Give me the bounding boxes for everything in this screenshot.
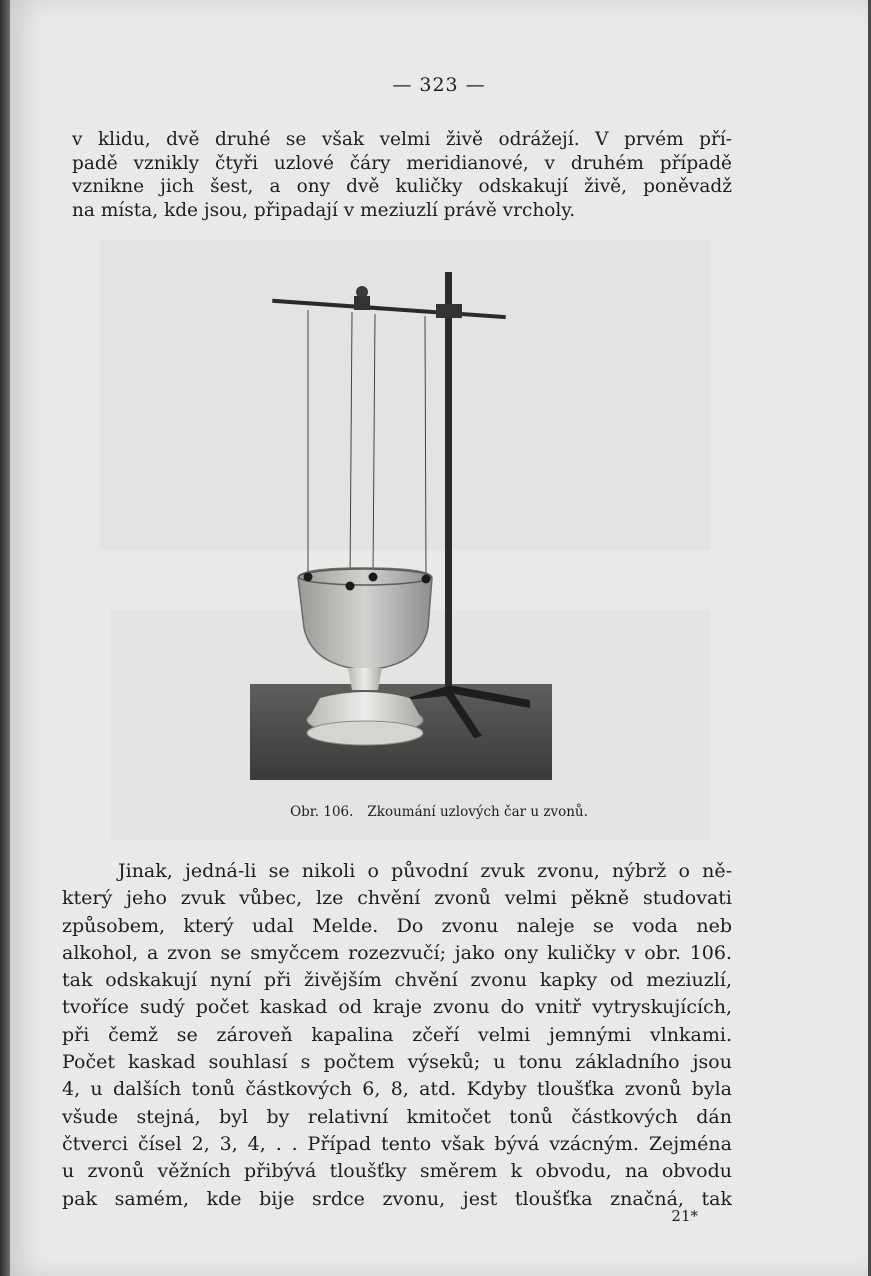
text-line: 4, u dalších tonů částkových 6, 8, atd. Kdyby tloušťka zvonů byla bbox=[62, 1078, 732, 1101]
signature-mark: 21* bbox=[671, 1207, 698, 1225]
thread bbox=[350, 312, 352, 584]
text-line: u zvonů věžních přibývá tloušťky směrem k obvodu, na obvodu bbox=[62, 1160, 732, 1183]
ball bbox=[304, 573, 313, 582]
text-line: čtverci čísel 2, 3, 4, . . Případ tento však bývá vzácným. Zejména bbox=[62, 1132, 732, 1155]
text-line: vznikne jich šest, a ony dvě kuličky odskakují živě, poněvadž bbox=[72, 176, 732, 198]
bell-base-foot bbox=[307, 721, 423, 745]
text-line: padě vznikly čtyři uzlové čáry meridianové, v druhém případě bbox=[72, 152, 732, 174]
thread bbox=[425, 316, 426, 578]
text-line: v klidu, dvě druhé se však velmi živě odrážejí. V prvém pří- bbox=[72, 129, 732, 150]
ball bbox=[346, 582, 355, 591]
text-line: alkohol, a zvon se smyčcem rozezvučí; jako ony kuličky v obr. 106. bbox=[62, 941, 732, 964]
figure-bell-apparatus bbox=[240, 268, 552, 780]
text-line: tak odskakují nyní při živějším chvění zvonu kapky od meziuzlí, bbox=[62, 969, 732, 992]
text-line: všude stejná, byl by relativní kmitočet tonů částkových dán bbox=[62, 1105, 732, 1128]
text-line: na místa, kde jsou, připadají v meziuzlí právě vrcholy. bbox=[72, 199, 576, 221]
clamp bbox=[354, 296, 370, 310]
figure-caption bbox=[10, 804, 868, 820]
ball bbox=[369, 573, 378, 582]
thread bbox=[373, 314, 375, 576]
text-line: při čemž se zároveň kapalina zčeří velmi jemnými vlnkami. bbox=[62, 1023, 732, 1046]
paragraph-2 bbox=[62, 858, 732, 1213]
text-line: Počet kaskad souhlasí s počtem výseků; u tonu základního jsou bbox=[62, 1051, 732, 1074]
ball bbox=[422, 575, 431, 584]
caption-text: Zkoumání uzlových čar u zvonů. bbox=[367, 804, 588, 820]
text-line: pak samém, kde bije srdce zvonu, jest tloušťka značná, tak bbox=[62, 1187, 732, 1210]
book-page bbox=[10, 0, 868, 1276]
text-line: Jinak, jedná-li se nikoli o původní zvuk zvonu, nýbrž o ně- bbox=[118, 860, 732, 882]
page-number: — 323 — bbox=[392, 74, 486, 96]
arm-clamp bbox=[436, 304, 462, 318]
bell-stem bbox=[348, 668, 382, 690]
caption-label: Obr. 106. bbox=[290, 804, 354, 820]
page-gutter-shadow bbox=[0, 0, 10, 1276]
paragraph-1 bbox=[72, 128, 732, 222]
text-line: který jeho zvuk vůbec, lze chvění zvonů velmi pěkně studovati bbox=[62, 887, 732, 910]
text-line: tvoříce sudý počet kaskad od kraje zvonu do vnitř vytryskujících, bbox=[62, 996, 732, 1019]
support-arm bbox=[272, 299, 506, 319]
text-line: způsobem, který udal Melde. Do zvonu naleje se voda neb bbox=[62, 914, 732, 937]
stand-rod bbox=[445, 272, 452, 692]
